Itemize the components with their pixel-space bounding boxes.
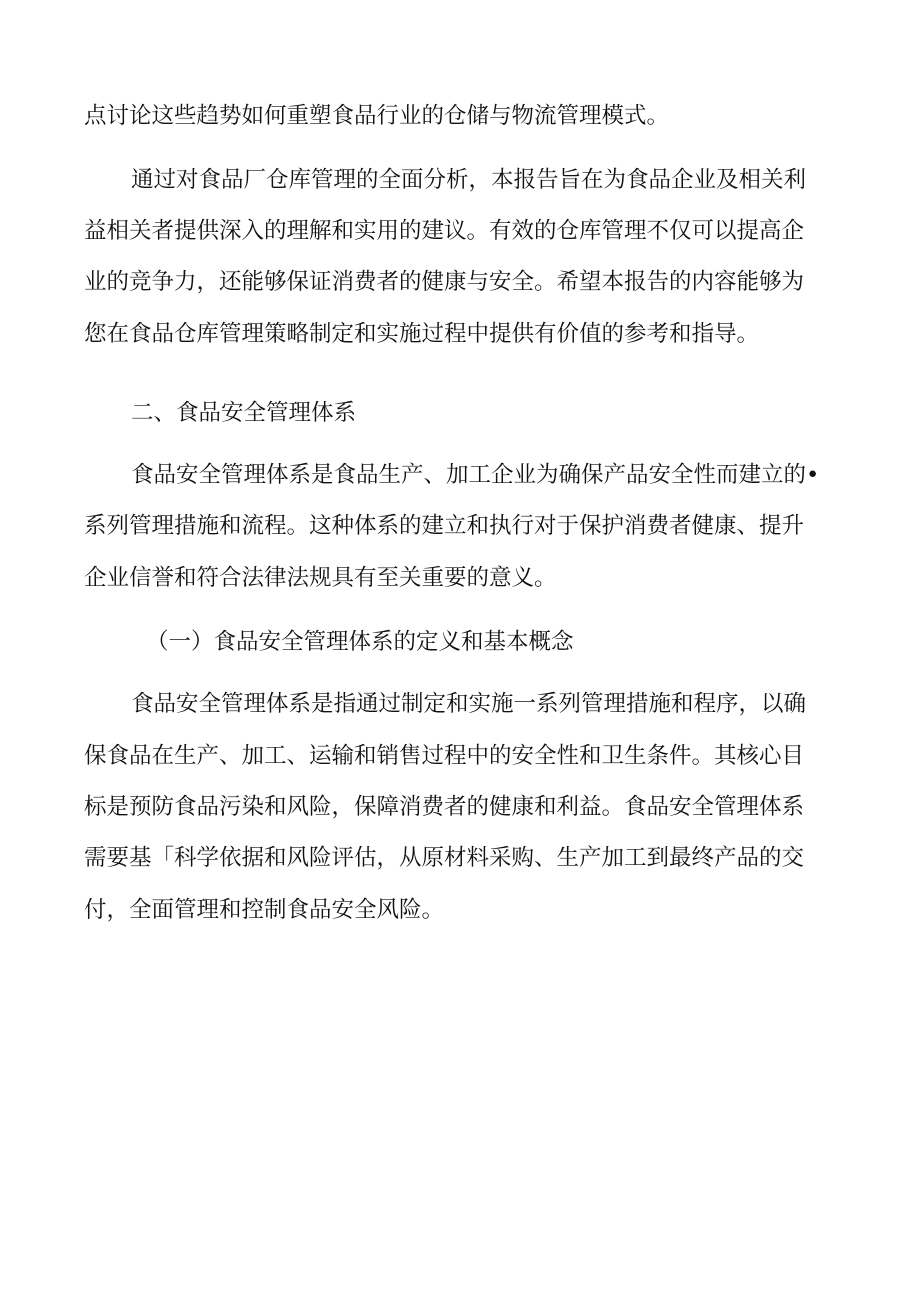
intro-paragraph-line-2: 益相关者提供深入的理解和实用的建议。有效的仓库管理不仅可以提高企 — [84, 218, 805, 244]
intro-paragraph-line-4: 您在食品仓库管理策略制定和实施过程中提供有价值的参考和指导。 — [84, 321, 760, 347]
subsection-paragraph-line-4: 需要基「科学依据和风险评估，从原材料采购、生产加工到最终产品的交 — [84, 845, 805, 871]
intro-paragraph-line-3: 业的竞争力，还能够保证消费者的健康与安全。希望本报告的内容能够为 — [84, 269, 805, 295]
subsection-paragraph-line-1: 食品安全管理体系是指通过制定和实施一系列管理措施和程序，以确 — [131, 691, 807, 717]
section-paragraph-line-1: 食品安全管理体系是食品生产、加工企业为确保产品安全性而建立的• — [131, 462, 820, 488]
subsection-paragraph-line-2: 保食品在生产、加工、运输和销售过程中的安全性和卫生条件。其核心目 — [84, 743, 805, 769]
subsection-paragraph-line-5: 付，全面管理和控制食品安全风险。 — [84, 897, 445, 923]
section-heading: 二、食品安全管理体系 — [131, 400, 357, 426]
section-paragraph-line-2: 系列管理措施和流程。这种体系的建立和执行对于保护消费者健康、提升 — [84, 513, 805, 539]
subsection-heading: （一）食品安全管理体系的定义和基本概念 — [146, 629, 574, 655]
subsection-paragraph-line-3: 标是预防食品污染和风险，保障消费者的健康和利益。食品安全管理体系 — [84, 794, 805, 820]
intro-paragraph-line-1: 通过对食品厂仓库管理的全面分析，本报告旨在为食品企业及相关利 — [131, 167, 807, 193]
intro-tail-line: 点讨论这些趋势如何重塑食品行业的仓储与物流管理模式。 — [84, 103, 670, 129]
section-paragraph-line-3: 企业信誉和符合法律法规具有至关重要的意义。 — [84, 565, 557, 591]
